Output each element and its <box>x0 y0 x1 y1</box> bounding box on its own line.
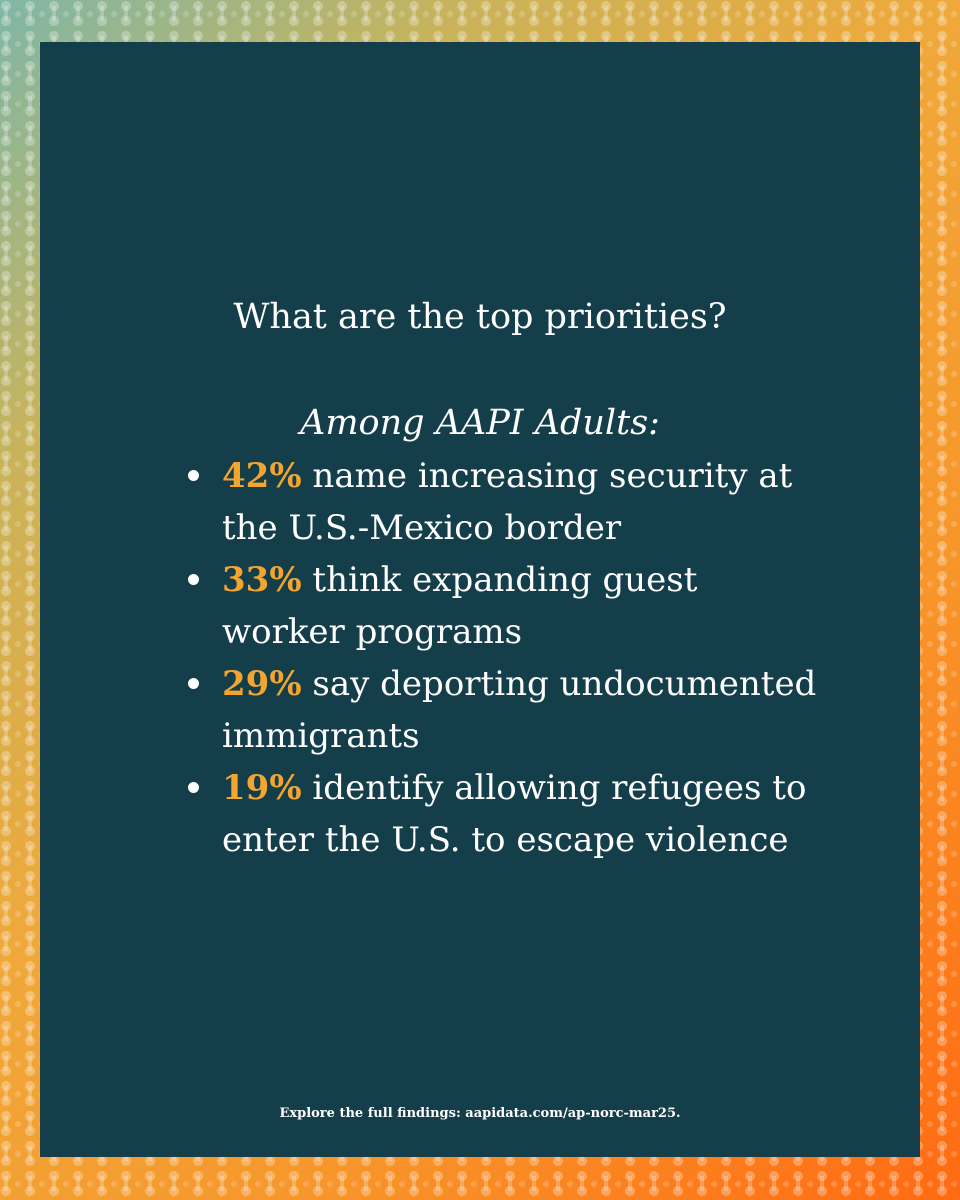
bullet-icon <box>188 574 199 585</box>
item-text: say deporting undocumented immigrants <box>222 664 817 756</box>
percentage: 33% <box>222 560 302 600</box>
item-text: think expanding guest worker programs <box>222 560 698 652</box>
list-item <box>180 658 830 762</box>
list-item <box>180 554 830 658</box>
findings-list <box>180 450 830 866</box>
subtitle: Among AAPI Adults: <box>300 403 660 443</box>
bullet-icon <box>188 782 199 793</box>
bullet-icon <box>188 470 199 481</box>
percentage: 42% <box>222 456 302 496</box>
percentage: 19% <box>222 768 302 808</box>
footer-link-text: Explore the full findings: aapidata.com/ap-norc-mar25. <box>279 1106 681 1121</box>
page-title: What are the top priorities? <box>233 297 727 337</box>
content-panel <box>40 42 920 1157</box>
percentage: 29% <box>222 664 302 704</box>
list-item <box>180 450 830 554</box>
item-text: identify allowing refugees to enter the U.S. to escape violence <box>222 768 807 860</box>
list-item <box>180 762 830 866</box>
bullet-icon <box>188 678 199 689</box>
item-text: name increasing security at the U.S.-Mexico border <box>222 456 793 548</box>
